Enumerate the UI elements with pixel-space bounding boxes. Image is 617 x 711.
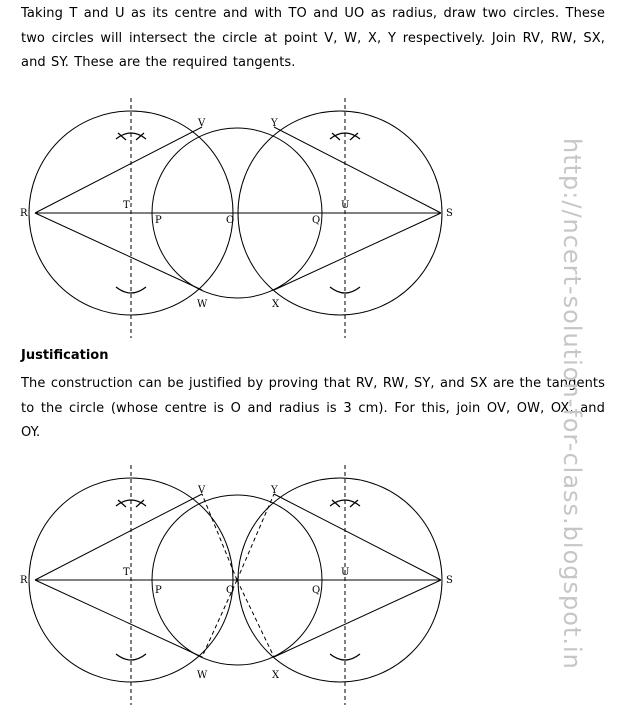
label-y: Y [271,485,278,496]
label-s: S [446,575,453,586]
label-t: T [123,567,130,578]
label-w: W [197,299,208,310]
label-y: Y [271,118,278,129]
tangent-sx [274,580,441,657]
tangent-rw [35,580,202,657]
label-t: T [123,200,130,211]
label-r: R [20,208,28,219]
label-q: Q [312,585,321,596]
label-u: U [341,567,350,578]
label-x: X [272,299,280,310]
label-p: P [155,585,162,596]
justification-figure [0,465,617,705]
label-x: X [272,670,280,681]
radius-ox [237,580,274,657]
label-v: V [198,118,206,129]
label-o: O [226,585,235,596]
construction-paragraph: Taking T and U as its centre and with TO and UO as radius, draw two circles. These two circles will intersect the circle at point V, W, X, Y respectively. Join RV, RW, SX, and SY. These are the required tangents. [21,6,605,70]
justification-paragraph: The construction can be justified by proving that RV, RW, SY, and SX are the tangents to the circle (whose centre is O and radius is 3 cm). For this, join OV, OW, OX, and OY. [21,376,605,440]
label-q: Q [312,215,321,226]
tangent-sx [274,213,441,290]
construction-figure [0,98,617,338]
blog-url-watermark: http://ncert-solution-for-class.blogspot.in [558,138,586,670]
tangent-sy [274,494,441,580]
label-w: W [197,670,208,681]
tangent-sy [274,127,441,213]
label-p: P [155,215,162,226]
tangent-rw [35,213,202,290]
label-r: R [20,575,28,586]
label-s: S [446,208,453,219]
label-v: V [198,485,206,496]
justification-heading: Justification [21,348,109,363]
radius-oy [237,494,274,580]
label-u: U [341,200,350,211]
label-o: O [226,215,235,226]
